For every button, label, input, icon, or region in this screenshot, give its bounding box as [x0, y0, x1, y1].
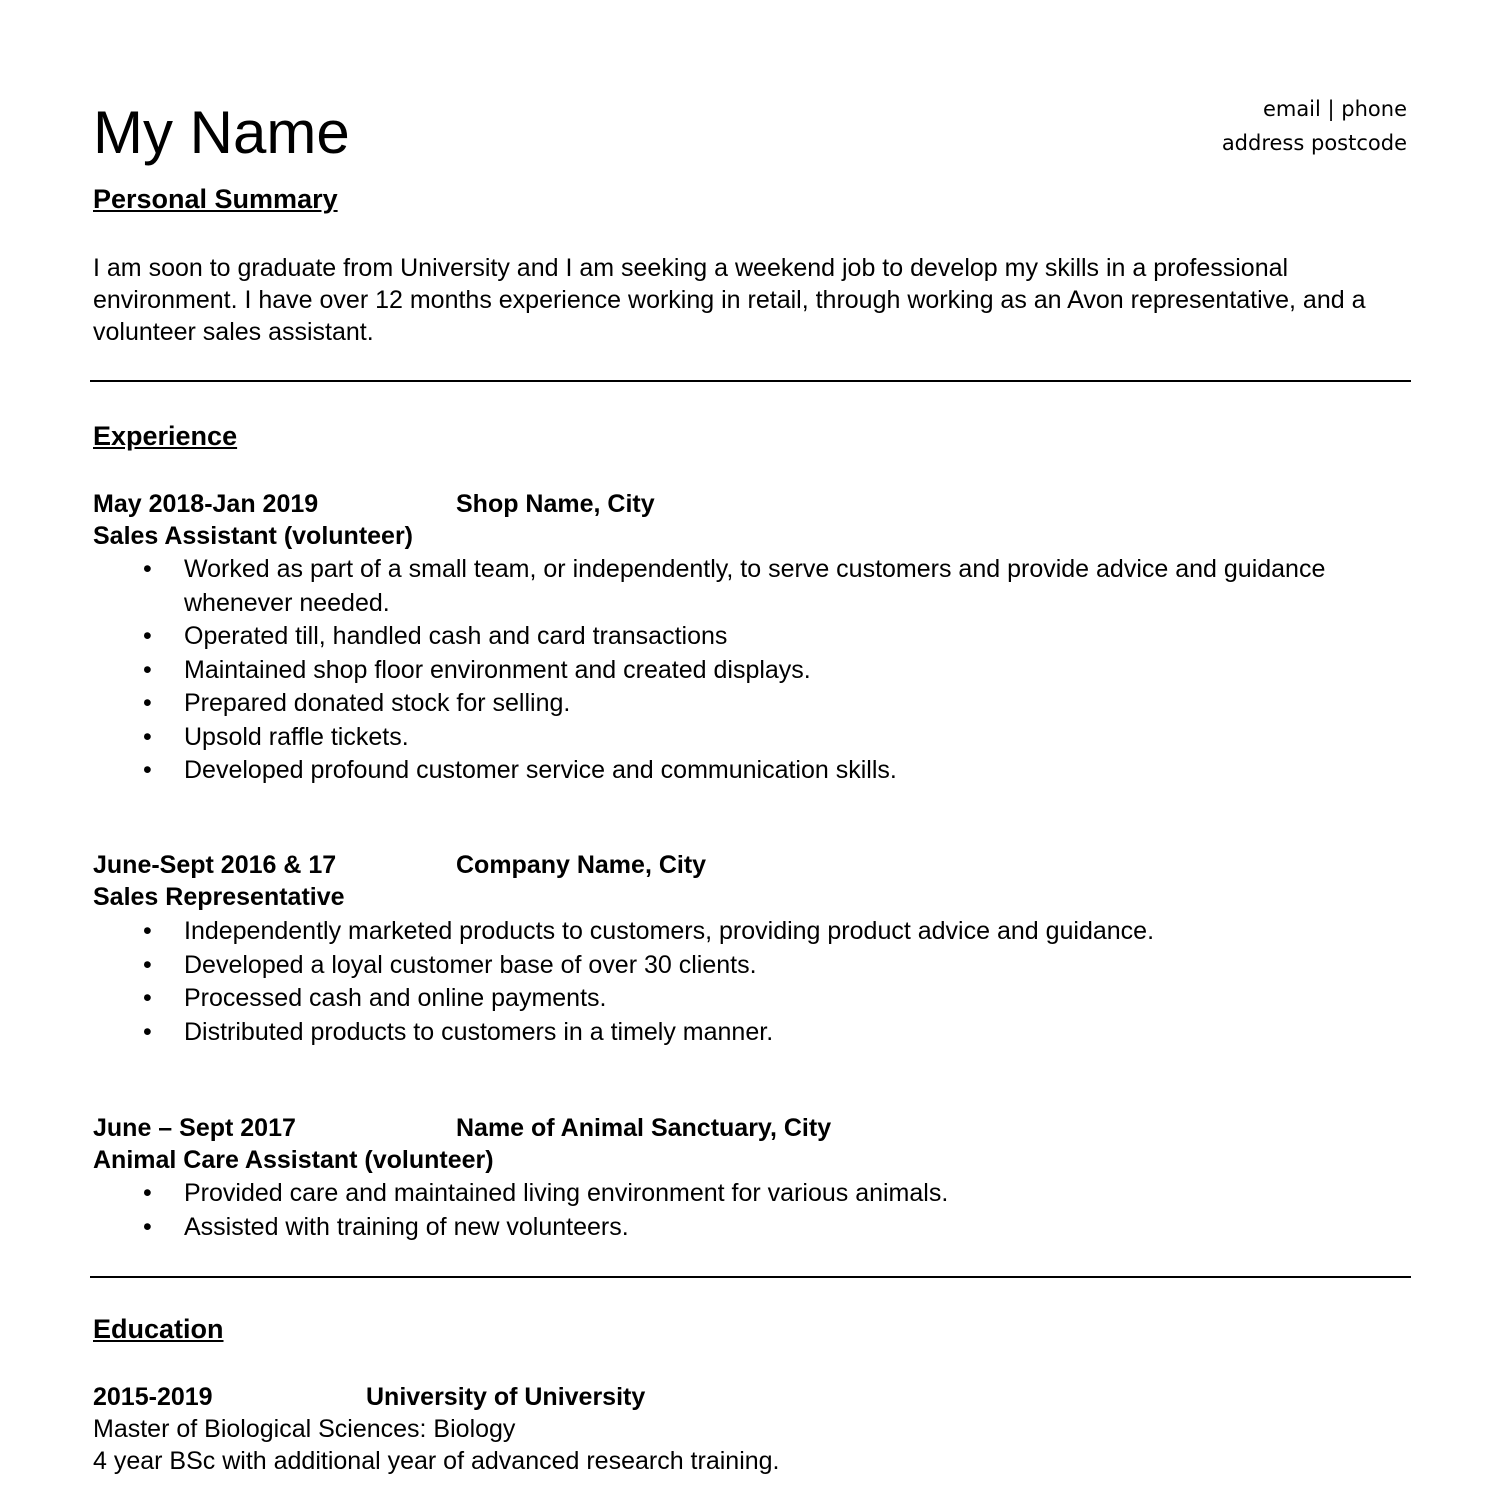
bullet-icon: •	[143, 1179, 152, 1207]
list-item: • Maintained shop floor environment and created displays.	[0, 654, 1364, 688]
education-degree: Master of Biological Sciences: Biology	[93, 1415, 516, 1443]
education-dates: 2015-2019	[93, 1383, 213, 1411]
divider	[90, 380, 1411, 382]
candidate-name: My Name	[93, 99, 350, 166]
bullet-icon: •	[143, 1017, 152, 1046]
contact-address: address postcode	[1221, 131, 1407, 155]
job-dates: May 2018-Jan 2019	[93, 490, 319, 518]
job-header	[93, 488, 655, 520]
experience-heading: Experience	[93, 421, 238, 451]
job-title: Sales Representative	[93, 883, 345, 911]
job-dates: June-Sept 2016 & 17	[93, 851, 337, 879]
list-item: • Upsold raffle tickets.	[0, 721, 1364, 755]
bullet-icon: •	[143, 722, 152, 751]
job-employer: Shop Name, City	[456, 490, 655, 518]
list-item: • Operated till, handled cash and card transactions	[0, 620, 1364, 654]
bullet-icon: •	[143, 984, 152, 1012]
list-item: • Independently marketed products to customers, providing product advice and guidance.	[0, 915, 1364, 949]
education-institution: University of University	[366, 1383, 646, 1411]
bullet-icon: •	[143, 555, 152, 583]
education-header	[93, 1381, 646, 1413]
divider	[90, 1276, 1411, 1278]
bullet-icon: •	[143, 689, 152, 717]
list-item: • Assisted with training of new volunteers.	[0, 1211, 1364, 1245]
education-detail: 4 year BSc with additional year of advanced research training.	[93, 1447, 780, 1475]
contact-info	[1222, 92, 1407, 160]
job-title: Sales Assistant (volunteer)	[93, 522, 414, 550]
list-item: • Worked as part of a small team, or independently, to serve customers and provide advice and guidance whenever needed.	[143, 555, 1326, 617]
list-item: • Prepared donated stock for selling.	[0, 687, 1364, 721]
job-employer: Company Name, City	[456, 851, 707, 879]
job-bullets	[0, 915, 1364, 1049]
job-bullets	[0, 1177, 1364, 1244]
job-employer: Name of Animal Sanctuary, City	[456, 1114, 832, 1142]
job-title: Animal Care Assistant (volunteer)	[93, 1146, 494, 1174]
summary-heading: Personal Summary	[93, 184, 338, 214]
list-item: • Developed profound customer service and communication skills.	[0, 754, 1364, 788]
bullet-icon: •	[143, 1212, 152, 1241]
bullet-icon: •	[143, 622, 152, 650]
job-header	[93, 849, 707, 881]
list-item: • Processed cash and online payments.	[0, 982, 1364, 1016]
list-item: • Provided care and maintained living environment for various animals.	[0, 1177, 1364, 1211]
list-item: • Distributed products to customers in a timely manner.	[0, 1016, 1364, 1050]
summary-text: I am soon to graduate from University and I am seeking a weekend job to develop my skills in a professional environment. I have over 12 months experience working in retail, through working as an Avon representative, and a volunteer sales assistant.	[93, 254, 1366, 346]
bullet-icon: •	[143, 756, 152, 784]
list-item: • Developed a loyal customer base of over 30 clients.	[0, 949, 1364, 983]
education-heading: Education	[93, 1314, 224, 1344]
job-dates: June – Sept 2017	[93, 1114, 296, 1142]
bullet-icon: •	[143, 655, 152, 684]
bullet-icon: •	[143, 950, 152, 979]
job-bullets	[0, 553, 1364, 788]
bullet-icon: •	[143, 917, 152, 945]
contact-email-phone: email | phone	[1262, 97, 1407, 121]
job-header	[93, 1112, 832, 1144]
